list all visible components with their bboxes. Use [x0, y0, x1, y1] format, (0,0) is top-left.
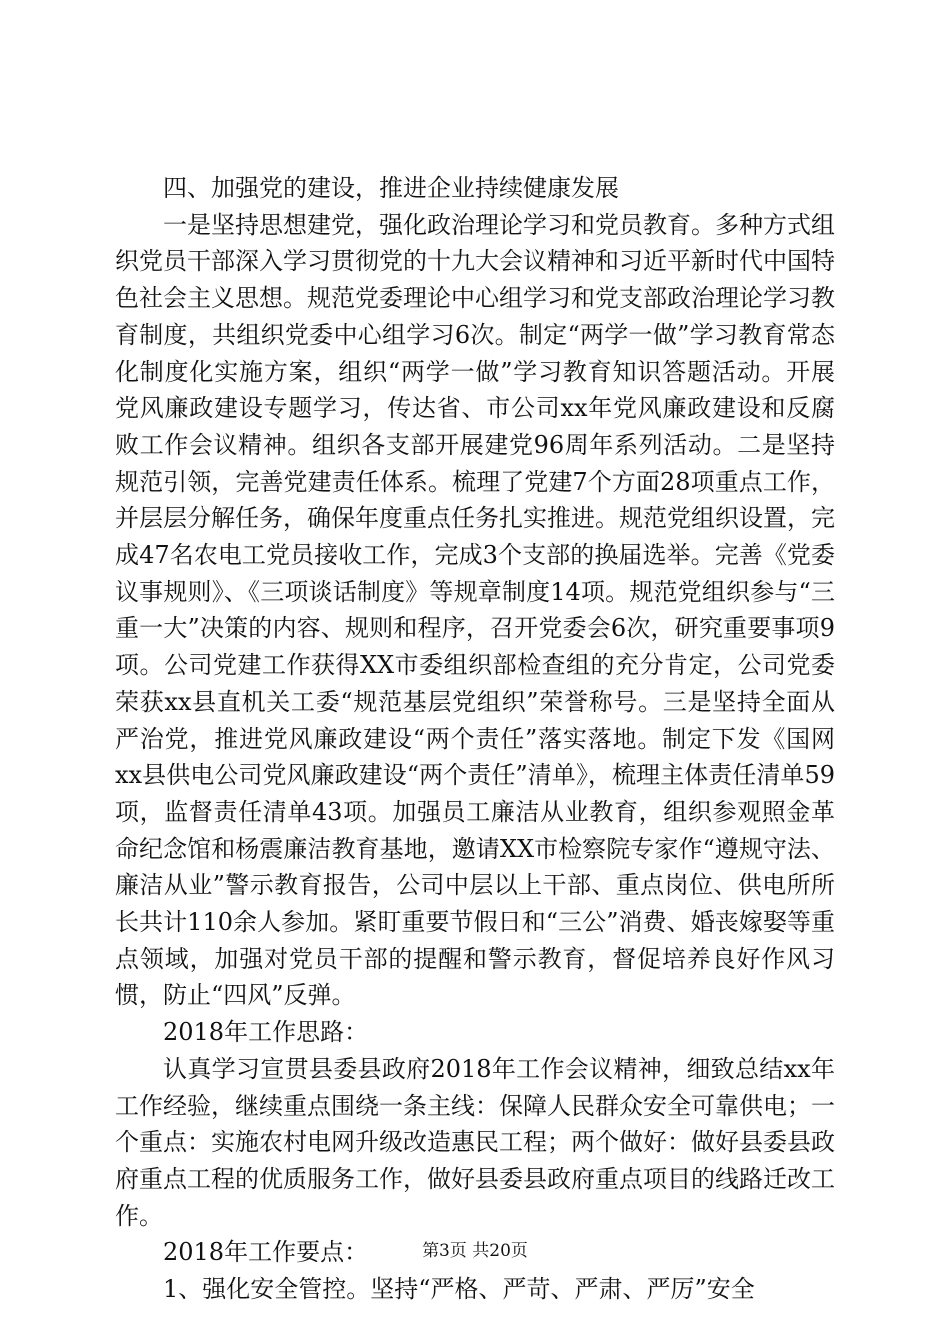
section-heading: 四、加强党的建设，推进企业持续健康发展 [163, 174, 619, 202]
document-body [115, 170, 835, 1308]
body-paragraph: 认真学习宣贯县委县政府2018年工作会议精神，细致总结xx年工作经验，继续重点围绕一条主线：保障人民群众安全可靠供电；一个重点：实施农村电网升级改造惠民工程；两个做好：做好县委县政府重点工程的优质服务工作，做好县委县政府重点项目的线路迁改工作。 [115, 1054, 835, 1230]
body-paragraph: 1、强化安全管控。坚持“严格、严苛、严肃、严厉”安全 [163, 1275, 755, 1304]
page-number: 第3页 共20页 [422, 1241, 528, 1261]
subheading: 2018年工作思路： [163, 1018, 369, 1047]
page-footer [0, 1240, 950, 1262]
body-paragraph: 一是坚持思想建党，强化政治理论学习和党员教育。多种方式组织党员干部深入学习贯彻党的十九大会议精神和习近平新时代中国特色社会主义思想。规范党委理论中心组学习和党支部政治理论学习教育制度，共组织党委中心组学习6次。制定“两学一做”学习教育常态化制度化实施方案，组织“两学一做”学习教育知识答题活动。开展党风廉政建设专题学习，传达省、市公司xx年党风廉政建设和反腐败工作会议精神。组织各支部开展建党96周年系列活动。二是坚持规范引领，完善党建责任体系。梳理了党建7个方面28项重点工作，并层层分解任务，确保年度重点任务扎实推进。规范党组织设置，完成47名农电工党员接收工作，完成3个支部的换届选举。完善《党委议事规则》、《三项谈话制度》等规章制度14项。规范党组织参与“三重一大”决策的内容、规则和程序，召开党委会6次，研究重要事项9项。公司党建工作获得XX市委组织部检查组的充分肯定，公司党委荣获xx县直机关工委“规范基层党组织”荣誉称号。三是坚持全面从严治党，推进党风廉政建设“两个责任”落实落地。制定下发《国网xx县供电公司党风廉政建设“两个责任”清单》，梳理主体责任清单59项，监督责任清单43项。加强员工廉洁从业教育，组织参观照金革命纪念馆和杨震廉洁教育基地，邀请XX市检察院专家作“遵规守法、廉洁从业”警示教育报告，公司中层以上干部、重点岗位、供电所所长共计110余人参加。紧盯重要节假日和“三公”消费、婚丧嫁娶等重点领域，加强对党员干部的提醒和警示教育，督促培养良好作风习惯，防止“四风”反弹。 [115, 210, 835, 1010]
subheading: 2018年工作要点： [163, 1238, 369, 1267]
